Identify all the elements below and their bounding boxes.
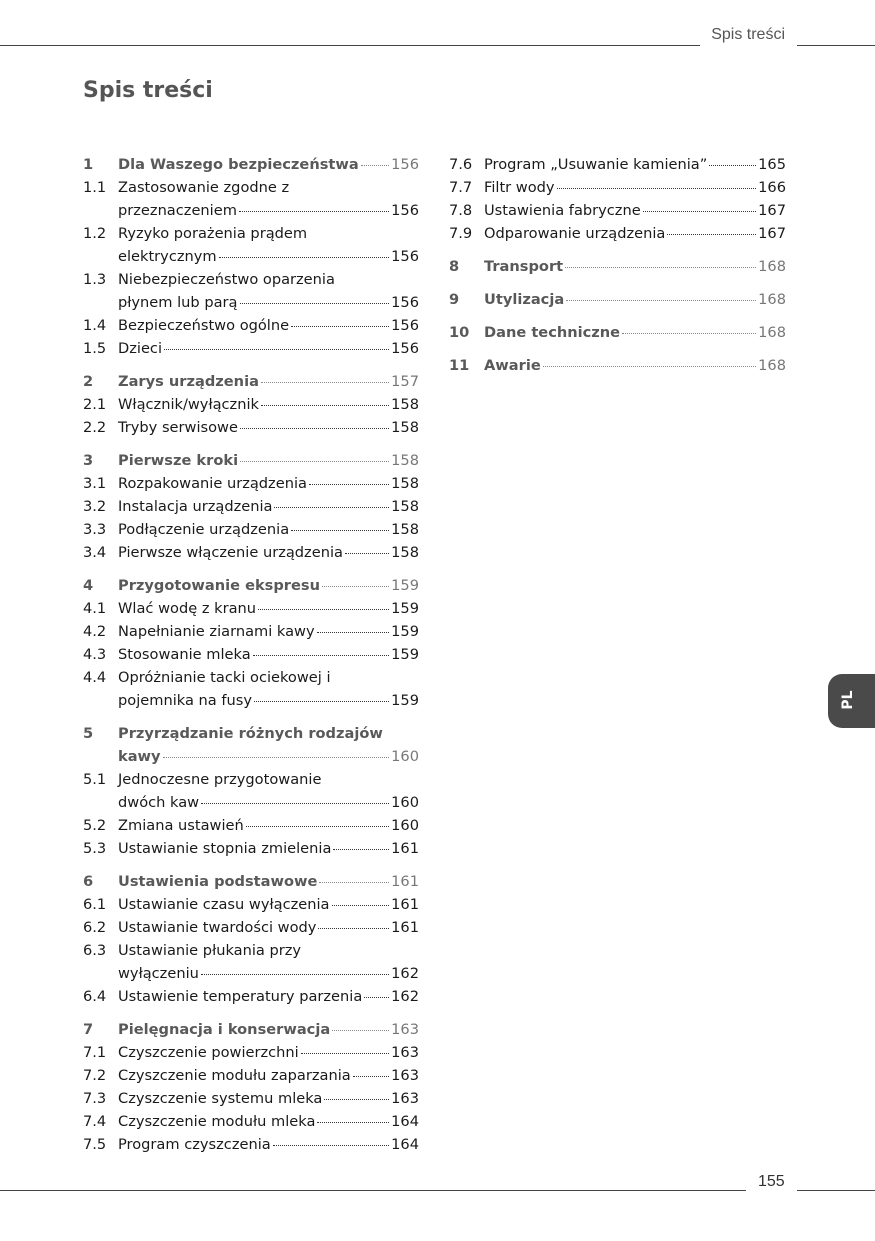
toc-section-entry xyxy=(83,472,419,495)
toc-section-entry xyxy=(83,814,419,837)
dot-leader xyxy=(240,461,389,462)
dot-leader xyxy=(164,349,389,350)
toc-entry-title: Ryzyko porażenia prądem xyxy=(118,225,308,242)
toc-entry-number: 7.3 xyxy=(83,1090,107,1107)
dot-leader xyxy=(543,366,756,367)
toc-entry-page: 164 xyxy=(391,1136,419,1153)
toc-entry-number: 7.5 xyxy=(83,1136,107,1153)
toc-entry-number: 7.2 xyxy=(83,1067,107,1084)
toc-section-entry xyxy=(83,222,419,268)
toc-entry-title: Program czyszczenia xyxy=(118,1136,271,1153)
toc-entry-number: 7.1 xyxy=(83,1044,107,1061)
toc-entry-page: 160 xyxy=(391,794,419,811)
toc-entry-page: 158 xyxy=(391,396,419,413)
toc-section-entry xyxy=(449,176,786,199)
toc-entry-page: 158 xyxy=(391,544,419,561)
toc-entry-page: 159 xyxy=(391,646,419,663)
toc-entry-number: 6.1 xyxy=(83,896,107,913)
toc-section-entry xyxy=(83,541,419,564)
toc-entry-number: 2.1 xyxy=(83,396,107,413)
toc-entry-title: wyłączeniu xyxy=(118,965,199,982)
toc-entry-page: 168 xyxy=(758,357,786,374)
dot-leader xyxy=(643,211,756,212)
dot-leader xyxy=(273,1145,389,1146)
toc-entry-page: 168 xyxy=(758,324,786,341)
toc-chapter-entry xyxy=(449,354,786,377)
toc-entry-number: 2.2 xyxy=(83,419,107,436)
toc-entry-title: płynem lub parą xyxy=(118,294,238,311)
toc-entry-page: 156 xyxy=(391,340,419,357)
dot-leader xyxy=(345,553,389,554)
toc-entry-page: 156 xyxy=(391,294,419,311)
toc-section-entry xyxy=(83,893,419,916)
toc-entry-title: Pierwsze włączenie urządzenia xyxy=(118,544,343,561)
toc-chapter-entry xyxy=(83,449,419,472)
toc-entry-title: Ustawienia podstawowe xyxy=(118,873,318,890)
toc-entry-number: 5.1 xyxy=(83,771,107,788)
toc-entry-number: 1.1 xyxy=(83,179,107,196)
toc-entry-title: kawy xyxy=(118,748,161,765)
toc-entry-title: Instalacja urządzenia xyxy=(118,498,273,515)
toc-entry-page: 161 xyxy=(391,840,419,857)
toc-entry-page: 158 xyxy=(391,521,419,538)
toc-entry-page: 157 xyxy=(391,373,419,390)
dot-leader xyxy=(246,826,389,827)
dot-leader xyxy=(709,165,756,166)
toc-entry-number: 8 xyxy=(449,258,460,275)
toc-entry-number: 4.3 xyxy=(83,646,107,663)
toc-entry-page: 163 xyxy=(391,1067,419,1084)
dot-leader xyxy=(301,1053,389,1054)
toc-entry-number: 7.9 xyxy=(449,225,473,242)
toc-entry-title: Stosowanie mleka xyxy=(118,646,251,663)
toc-entry-page: 164 xyxy=(391,1113,419,1130)
dot-leader xyxy=(261,405,389,406)
toc-entry-title: Pielęgnacja i konserwacja xyxy=(118,1021,331,1038)
toc-entry-number: 1.3 xyxy=(83,271,107,288)
footer-rule-right xyxy=(797,1190,875,1191)
toc-entry-number: 1.4 xyxy=(83,317,107,334)
toc-entry-title: Zmiana ustawień xyxy=(118,817,244,834)
footer-rule-left xyxy=(0,1190,746,1191)
toc-entry-page: 168 xyxy=(758,291,786,308)
dot-leader xyxy=(219,257,390,258)
toc-entry-number: 3.1 xyxy=(83,475,107,492)
toc-section-entry xyxy=(83,768,419,814)
toc-entry-page: 161 xyxy=(391,896,419,913)
toc-chapter-entry xyxy=(83,370,419,393)
toc-chapter-entry xyxy=(83,870,419,893)
dot-leader xyxy=(332,905,390,906)
page-number: 155 xyxy=(758,1173,785,1190)
toc-entry-page: 158 xyxy=(391,498,419,515)
dot-leader xyxy=(557,188,757,189)
toc-entry-title: Wlać wodę z kranu xyxy=(118,600,257,617)
toc-entry-number: 1.2 xyxy=(83,225,107,242)
dot-leader xyxy=(240,303,390,304)
toc-entry-number: 1.5 xyxy=(83,340,107,357)
toc-entry-title: Jednoczesne przygotowanie xyxy=(118,771,322,788)
toc-section-entry xyxy=(83,1133,419,1156)
dot-leader xyxy=(565,267,756,268)
toc-section-entry xyxy=(83,620,419,643)
toc-entry-title: Ustawianie twardości wody xyxy=(118,919,317,936)
toc-entry-number: 6.3 xyxy=(83,942,107,959)
toc-entry-number: 6.4 xyxy=(83,988,107,1005)
toc-entry-title: Przygotowanie ekspresu xyxy=(118,577,320,594)
toc-entry-number: 7.7 xyxy=(449,179,473,196)
toc-chapter-entry xyxy=(83,722,419,768)
toc-entry-page: 161 xyxy=(391,873,419,890)
toc-chapter-entry xyxy=(83,153,419,176)
toc-section-entry xyxy=(449,199,786,222)
dot-leader xyxy=(322,586,389,587)
toc-section-entry xyxy=(83,1110,419,1133)
toc-entry-title: Bezpieczeństwo ogólne xyxy=(118,317,290,334)
toc-chapter-entry xyxy=(83,574,419,597)
toc-entry-number: 10 xyxy=(449,324,470,341)
toc-section-entry xyxy=(83,985,419,1008)
toc-section-entry xyxy=(449,153,786,176)
toc-entry-page: 156 xyxy=(391,248,419,265)
toc-entry-page: 160 xyxy=(391,817,419,834)
toc-section-entry xyxy=(449,222,786,245)
toc-entry-title: Zarys urządzenia xyxy=(118,373,259,390)
toc-entry-number: 4.2 xyxy=(83,623,107,640)
toc-column-left xyxy=(83,153,419,1156)
dot-leader xyxy=(317,1122,389,1123)
toc-entry-number: 9 xyxy=(449,291,460,308)
toc-entry-title: dwóch kaw xyxy=(118,794,200,811)
toc-entry-page: 158 xyxy=(391,475,419,492)
toc-entry-title: Ustawianie stopnia zmielenia xyxy=(118,840,332,857)
toc-section-entry xyxy=(83,416,419,439)
toc-entry-number: 1 xyxy=(83,156,94,173)
toc-entry-title: Niebezpieczeństwo oparzenia xyxy=(118,271,335,288)
toc-section-entry xyxy=(83,837,419,860)
dot-leader xyxy=(274,507,389,508)
toc-entry-title: Podłączenie urządzenia xyxy=(118,521,290,538)
toc-entry-title: Przyrządzanie różnych rodzajów xyxy=(118,725,383,742)
toc-chapter-entry xyxy=(83,1018,419,1041)
toc-section-entry xyxy=(83,495,419,518)
toc-entry-number: 5.3 xyxy=(83,840,107,857)
dot-leader xyxy=(318,928,389,929)
toc-entry-title: elektrycznym xyxy=(118,248,217,265)
toc-entry-title: Zastosowanie zgodne z xyxy=(118,179,290,196)
header-rule-right xyxy=(797,45,875,46)
toc-entry-title: Dane techniczne xyxy=(484,324,621,341)
toc-section-entry xyxy=(83,1087,419,1110)
toc-entry-page: 166 xyxy=(758,179,786,196)
toc-entry-page: 167 xyxy=(758,202,786,219)
toc-entry-title: Program „Usuwanie kamienia” xyxy=(484,156,708,173)
toc-entry-number: 6 xyxy=(83,873,94,890)
dot-leader xyxy=(667,234,756,235)
toc-section-entry xyxy=(83,1064,419,1087)
toc-entry-number: 7 xyxy=(83,1021,94,1038)
toc-entry-title: Włącznik/wyłącznik xyxy=(118,396,259,413)
toc-entry-title: Pierwsze kroki xyxy=(118,452,239,469)
toc-entry-page: 165 xyxy=(758,156,786,173)
toc-entry-page: 168 xyxy=(758,258,786,275)
toc-entry-number: 7.8 xyxy=(449,202,473,219)
dot-leader xyxy=(319,882,389,883)
dot-leader xyxy=(317,632,390,633)
dot-leader xyxy=(239,211,389,212)
dot-leader xyxy=(361,165,389,166)
toc-entry-page: 162 xyxy=(391,965,419,982)
toc-section-entry xyxy=(83,393,419,416)
toc-chapter-entry xyxy=(449,288,786,311)
toc-section-entry xyxy=(83,939,419,985)
dot-leader xyxy=(253,655,390,656)
toc-entry-page: 162 xyxy=(391,988,419,1005)
dot-leader xyxy=(309,484,389,485)
dot-leader xyxy=(240,428,389,429)
dot-leader xyxy=(622,333,756,334)
toc-entry-title: pojemnika na fusy xyxy=(118,692,252,709)
dot-leader xyxy=(291,530,389,531)
toc-entry-page: 158 xyxy=(391,419,419,436)
toc-entry-page: 163 xyxy=(391,1021,419,1038)
toc-entry-page: 156 xyxy=(391,317,419,334)
header-rule-left xyxy=(0,45,700,46)
toc-entry-title: Ustawianie czasu wyłączenia xyxy=(118,896,330,913)
toc-entry-page: 159 xyxy=(391,600,419,617)
toc-entry-number: 3.4 xyxy=(83,544,107,561)
toc-entry-number: 6.2 xyxy=(83,919,107,936)
dot-leader xyxy=(291,326,389,327)
dot-leader xyxy=(254,701,389,702)
toc-entry-page: 160 xyxy=(391,748,419,765)
toc-entry-title: Rozpakowanie urządzenia xyxy=(118,475,307,492)
toc-entry-title: Transport xyxy=(484,258,564,275)
toc-entry-page: 163 xyxy=(391,1044,419,1061)
toc-section-entry xyxy=(83,314,419,337)
toc-section-entry xyxy=(83,337,419,360)
toc-entry-title: Tryby serwisowe xyxy=(118,419,238,436)
toc-entry-title: Czyszczenie powierzchni xyxy=(118,1044,299,1061)
toc-entry-title: Utylizacja xyxy=(484,291,565,308)
dot-leader xyxy=(261,382,389,383)
toc-entry-page: 159 xyxy=(391,577,419,594)
toc-entry-title: Czyszczenie modułu mleka xyxy=(118,1113,316,1130)
toc-section-entry xyxy=(83,1041,419,1064)
toc-chapter-entry xyxy=(449,321,786,344)
running-header: Spis treści xyxy=(711,26,785,43)
toc-entry-title: Ustawianie płukania przy xyxy=(118,942,302,959)
dot-leader xyxy=(324,1099,389,1100)
toc-section-entry xyxy=(83,916,419,939)
toc-column-right xyxy=(449,153,786,377)
toc-section-entry xyxy=(83,268,419,314)
toc-entry-number: 3 xyxy=(83,452,94,469)
dot-leader xyxy=(201,974,389,975)
toc-entry-number: 4 xyxy=(83,577,94,594)
toc-entry-page: 159 xyxy=(391,692,419,709)
toc-section-entry xyxy=(83,518,419,541)
dot-leader xyxy=(163,757,390,758)
dot-leader xyxy=(258,609,389,610)
toc-entry-title: Odparowanie urządzenia xyxy=(484,225,666,242)
toc-entry-title: Dzieci xyxy=(118,340,163,357)
dot-leader xyxy=(333,849,389,850)
language-tab-label: PL xyxy=(840,690,856,710)
toc-entry-page: 163 xyxy=(391,1090,419,1107)
toc-entry-page: 156 xyxy=(391,156,419,173)
dot-leader xyxy=(566,300,756,301)
dot-leader xyxy=(364,997,389,998)
toc-section-entry xyxy=(83,666,419,712)
toc-entry-title: Filtr wody xyxy=(484,179,555,196)
toc-section-entry xyxy=(83,643,419,666)
dot-leader xyxy=(332,1030,389,1031)
dot-leader xyxy=(353,1076,389,1077)
toc-entry-page: 158 xyxy=(391,452,419,469)
toc-entry-page: 161 xyxy=(391,919,419,936)
toc-entry-page: 159 xyxy=(391,623,419,640)
page-title: Spis treści xyxy=(83,78,213,103)
toc-entry-title: Czyszczenie modułu zaparzania xyxy=(118,1067,351,1084)
toc-entry-title: Napełnianie ziarnami kawy xyxy=(118,623,315,640)
toc-chapter-entry xyxy=(449,255,786,278)
toc-entry-title: Awarie xyxy=(484,357,541,374)
toc-entry-page: 156 xyxy=(391,202,419,219)
dot-leader xyxy=(201,803,389,804)
toc-entry-title: Dla Waszego bezpieczeństwa xyxy=(118,156,359,173)
toc-entry-number: 5 xyxy=(83,725,94,742)
toc-entry-number: 4.1 xyxy=(83,600,107,617)
toc-entry-title: Czyszczenie systemu mleka xyxy=(118,1090,323,1107)
toc-entry-title: Opróżnianie tacki ociekowej i xyxy=(118,669,331,686)
toc-entry-number: 4.4 xyxy=(83,669,107,686)
toc-entry-number: 3.2 xyxy=(83,498,107,515)
toc-entry-number: 3.3 xyxy=(83,521,107,538)
toc-entry-number: 11 xyxy=(449,357,470,374)
toc-entry-page: 167 xyxy=(758,225,786,242)
toc-entry-title: Ustawienie temperatury parzenia xyxy=(118,988,363,1005)
toc-entry-number: 5.2 xyxy=(83,817,107,834)
toc-entry-title: Ustawienia fabryczne xyxy=(484,202,641,219)
toc-entry-number: 7.4 xyxy=(83,1113,107,1130)
toc-section-entry xyxy=(83,597,419,620)
toc-entry-title: przeznaczeniem xyxy=(118,202,237,219)
language-tab xyxy=(828,674,875,728)
toc-entry-number: 7.6 xyxy=(449,156,473,173)
toc-entry-number: 2 xyxy=(83,373,94,390)
toc-section-entry xyxy=(83,176,419,222)
